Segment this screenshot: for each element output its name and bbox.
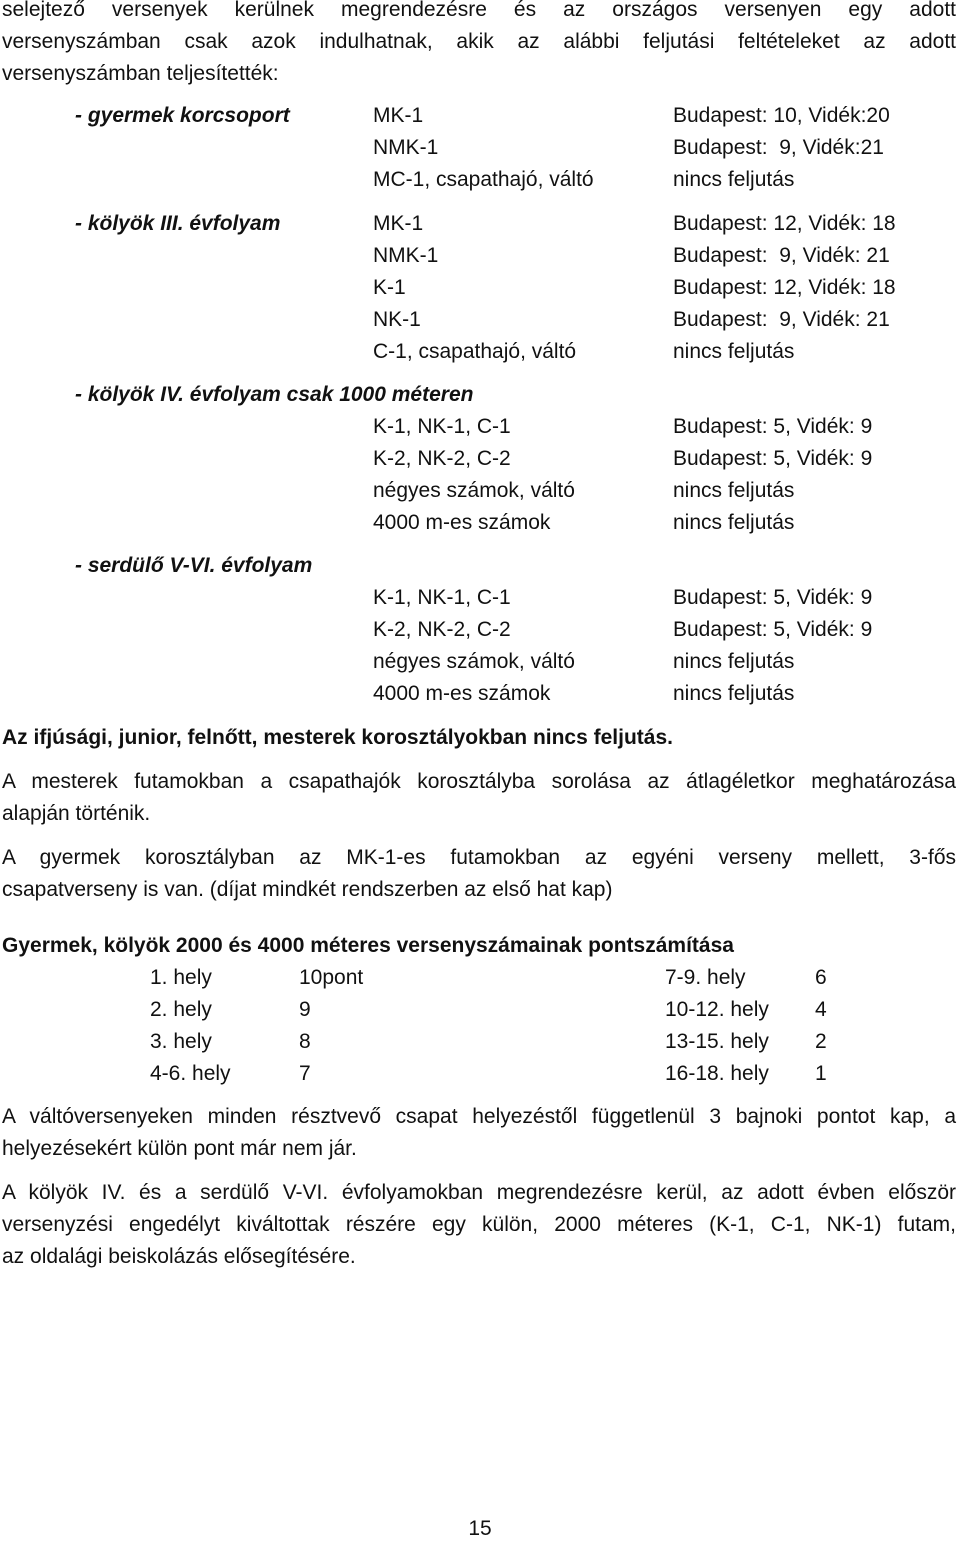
intro-line-1: selejtező versenyek kerülnek megrendezésre és az országos versenyen egy adott [2,0,956,21]
serdulo-row-1 [0,582,960,614]
gyermek-row-1 [0,100,960,132]
team-paragraph [2,842,956,906]
points: 10pont [299,966,364,989]
kolyok3-row-4 [0,304,960,336]
place: 13-15. hely [665,1030,769,1053]
gyermek-row-3 [0,164,960,196]
qualification-result: Budapest: 10, Vidék:20 [673,104,890,127]
kolyok4-label-row [0,379,960,411]
race-line-3: az oldalági beiskolázás elősegítésére. [2,1245,356,1268]
place: 7-9. hely [665,966,746,989]
place: 3. hely [150,1030,212,1053]
qualification-result: Budapest: 9, Vidék: 21 [673,308,890,331]
qualification-result: Budapest: 5, Vidék: 9 [673,415,873,438]
place: 4-6. hely [150,1062,231,1085]
qualification-result: nincs feljutás [673,340,795,363]
event-name: K-1, NK-1, C-1 [373,586,511,609]
event-name: C-1, csapathajó, váltó [373,340,577,363]
relay-line-2: helyezésekért külön pont már nem jár. [2,1137,357,1160]
event-name: négyes számok, váltó [373,479,575,502]
qualification-result: nincs feljutás [673,511,795,534]
race-line-2: versenyzési engedélyt kiváltottak részére egy külön, 2000 méteres (K-1, C-1, NK-1) futam, [2,1213,956,1236]
qualification-result: Budapest: 9, Vidék:21 [673,136,884,159]
points: 4 [815,998,827,1021]
event-name: 4000 m-es számok [373,682,551,705]
masters-line-1: A mesterek futamokban a csapathajók korosztályba sorolása az átlagéletkor meghatározása [2,770,956,793]
kolyok4-row-3 [0,475,960,507]
qualification-result: Budapest: 12, Vidék: 18 [673,212,896,235]
intro-line-2: versenyszámban csak azok indulhatnak, akik az alábbi feljutási feltételeket az adott [2,30,956,53]
qualification-result: Budapest: 5, Vidék: 9 [673,447,873,470]
event-name: 4000 m-es számok [373,511,551,534]
event-name: MK-1 [373,212,424,235]
event-name: NK-1 [373,308,421,331]
kolyok4-row-1 [0,411,960,443]
kolyok3-row-2 [0,240,960,272]
masters-line-2: alapján történik. [2,802,151,825]
category-label-kolyok4: - kölyök IV. évfolyam csak 1000 méteren [75,383,474,406]
masters-paragraph [2,766,956,830]
relay-paragraph [2,1101,956,1165]
event-name: NMK-1 [373,244,439,267]
kolyok3-row-1 [0,208,960,240]
qualification-result: Budapest: 5, Vidék: 9 [673,618,873,641]
intro-line-3: versenyszámban teljesítették: [2,62,279,85]
event-name: K-2, NK-2, C-2 [373,618,511,641]
place: 10-12. hely [665,998,769,1021]
points: 7 [299,1062,311,1085]
points: 8 [299,1030,311,1053]
points: 9 [299,998,311,1021]
qualification-result: nincs feljutás [673,479,795,502]
event-name: négyes számok, váltó [373,650,575,673]
team-line-1: A gyermek korosztályban az MK-1-es futamokban az egyéni verseny mellett, 3-fős [2,846,956,869]
no-qualification-note: Az ifjúsági, junior, felnőtt, mesterek korosztályokban nincs feljutás. [2,726,673,749]
scoring-row-4 [0,1058,960,1090]
kolyok4-row-4 [0,507,960,539]
serdulo-row-3 [0,646,960,678]
place: 16-18. hely [665,1062,769,1085]
category-label-gyermek: - gyermek korcsoport [75,104,290,127]
points: 1 [815,1062,827,1085]
team-line-2: csapatverseny is van. (díjat mindkét rendszerben az első hat kap) [2,878,613,901]
category-label-kolyok3: - kölyök III. évfolyam [75,212,281,235]
kolyok3-row-5 [0,336,960,368]
scoring-heading: Gyermek, kölyök 2000 és 4000 méteres versenyszámainak pontszámítása [2,934,734,957]
event-name: MK-1 [373,104,424,127]
qualification-result: Budapest: 5, Vidék: 9 [673,586,873,609]
event-name: K-1, NK-1, C-1 [373,415,511,438]
place: 2. hely [150,998,212,1021]
scoring-row-3 [0,1026,960,1058]
scoring-row-2 [0,994,960,1026]
qualification-result: nincs feljutás [673,168,795,191]
serdulo-row-4 [0,678,960,710]
scoring-row-1 [0,962,960,994]
event-name: K-2, NK-2, C-2 [373,447,511,470]
serdulo-row-2 [0,614,960,646]
gyermek-row-2 [0,132,960,164]
category-label-serdulo: - serdülő V-VI. évfolyam [75,554,313,577]
event-name: K-1 [373,276,406,299]
page-number: 15 [468,1517,492,1540]
intro-paragraph [2,0,956,90]
points: 6 [815,966,827,989]
qualification-result: Budapest: 9, Vidék: 21 [673,244,890,267]
qualification-result: nincs feljutás [673,650,795,673]
place: 1. hely [150,966,212,989]
kolyok3-row-3 [0,272,960,304]
qualification-result: nincs feljutás [673,682,795,705]
points: 2 [815,1030,827,1053]
event-name: NMK-1 [373,136,439,159]
race-paragraph [2,1177,956,1273]
race-line-1: A kölyök IV. és a serdülő V-VI. évfolyamokban megrendezésre kerül, az adott évben először [2,1181,956,1204]
qualification-result: Budapest: 12, Vidék: 18 [673,276,896,299]
serdulo-label-row [0,550,960,582]
kolyok4-row-2 [0,443,960,475]
event-name: MC-1, csapathajó, váltó [373,168,594,191]
relay-line-1: A váltóversenyeken minden résztvevő csapat helyezéstől függetlenül 3 bajnoki pontot kap, a [2,1105,956,1128]
